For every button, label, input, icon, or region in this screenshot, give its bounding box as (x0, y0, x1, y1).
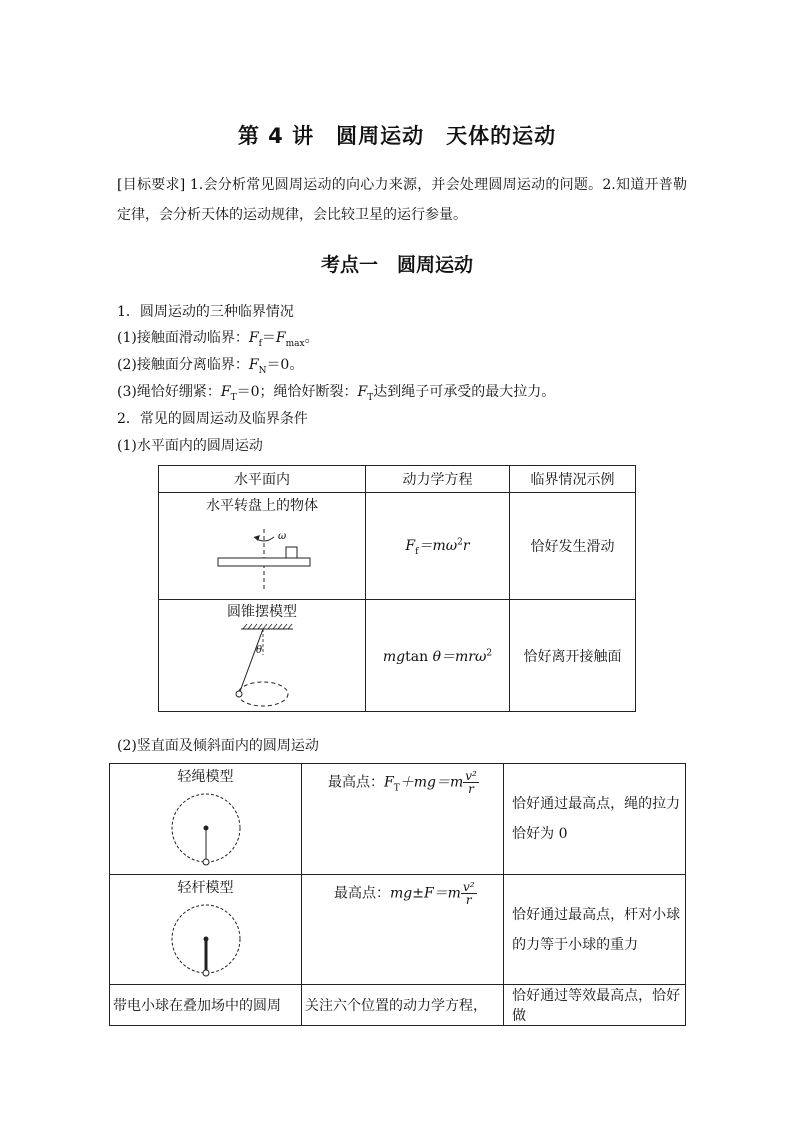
table-cell (159, 493, 366, 600)
fraction-denominator: r (468, 782, 474, 796)
formula-symbol: F (384, 774, 394, 791)
formula-rest: ＝mrω (441, 648, 487, 665)
list-item-text: (1)接触面滑动临界： (117, 330, 249, 346)
formula-symbol: F (220, 384, 231, 400)
ceiling-hatch (243, 624, 292, 629)
formula-prefix: 最高点： (334, 885, 390, 902)
table-row (110, 875, 686, 985)
list-item-text: ＝0；绳恰好断裂： (236, 384, 358, 400)
row-label: 轻绳模型 (177, 769, 234, 785)
fraction-numerator: v² (465, 769, 477, 783)
list-item: (1)水平面内的圆周运动 (117, 438, 263, 454)
fraction (463, 770, 479, 795)
list-item-text: 达到绳子可承受的最大拉力。 (373, 384, 556, 400)
table-cell: 带电小球在叠加场中的圆周 (110, 985, 302, 1026)
formula-subscript: T (230, 392, 237, 403)
formula-rest: ＋mg＝m (399, 774, 464, 791)
table-row (110, 764, 686, 875)
formula-subscript: max (285, 338, 305, 349)
table-cell: 恰好通过最高点，杆对小球的力等于小球的重力 (504, 875, 686, 985)
column-header: 水平面内 (159, 466, 366, 493)
ball (203, 970, 209, 976)
section-title: 考点一 圆周运动 (320, 254, 473, 276)
turntable-diagram (159, 515, 365, 591)
table-cell (366, 600, 510, 712)
formula-prefix: 最高点： (328, 774, 384, 791)
formula-subscript: f (415, 546, 419, 557)
formula-function: tan (405, 648, 433, 665)
formula-symbol: F (357, 384, 368, 400)
formula-rest: mg±F＝m (390, 885, 461, 902)
light-rod-diagram (110, 897, 301, 977)
formula-symbol: F (248, 357, 259, 373)
formula-superscript: 2 (457, 537, 463, 548)
formula-operator: ＝ (261, 330, 276, 346)
column-header: 临界情况示例 (510, 466, 636, 493)
table-row (110, 985, 686, 1026)
table-cell: 恰好通过等效最高点，恰好做 (504, 985, 686, 1026)
vertical-circular-motion-table (109, 763, 686, 1026)
formula-symbol: F (248, 330, 259, 346)
table-cell: 恰好离开接触面 (510, 600, 636, 712)
formula-symbol: F (275, 330, 286, 346)
light-rope-diagram (110, 786, 301, 866)
row-label: 圆锥摆模型 (227, 604, 297, 620)
formula-symbol: θ (432, 648, 441, 665)
list-item: 1．圆周运动的三种临界情况 (117, 304, 294, 320)
horizontal-circular-motion-table (158, 465, 636, 712)
table-row (159, 493, 636, 600)
column-header: 动力学方程 (366, 466, 510, 493)
pendulum-ball (236, 691, 242, 697)
formula-subscript: T (393, 783, 400, 794)
formula-superscript: 2 (486, 647, 493, 658)
list-item: 2．常见的圆周运动及临界条件 (117, 411, 308, 427)
fraction (461, 881, 477, 906)
formula-rest: ＝0。 (266, 357, 304, 373)
formula-symbol: mg (382, 648, 406, 665)
table-header-row (159, 466, 636, 493)
goal-tag: [目标要求] (117, 177, 186, 193)
formula-subscript: T (367, 392, 374, 403)
list-item-text: (3)绳恰好绷紧： (117, 384, 221, 400)
page-title: 第 4 讲 圆周运动 天体的运动 (237, 124, 557, 148)
goal-text: 1.会分析常见圆周运动的向心力来源，并会处理圆周运动的问题。2.知道开普勒定律，会分析天体的运动规律，会比较卫星的运行参量。 (117, 177, 687, 223)
table-cell (302, 764, 504, 875)
theta-symbol: θ (256, 645, 263, 656)
list-item-text: (2)接触面分离临界： (117, 357, 249, 373)
pendulum-string (239, 629, 263, 694)
row-label: 水平转盘上的物体 (206, 498, 318, 514)
table-cell (110, 764, 302, 875)
turntable-disc (218, 558, 310, 566)
list-item: (2)竖直面及倾斜面内的圆周运动 (117, 738, 319, 754)
table-cell (302, 875, 504, 985)
omega-symbol: ω (278, 531, 287, 542)
formula-subscript: f (258, 338, 262, 349)
ball (203, 859, 209, 865)
conical-pendulum-diagram (159, 621, 365, 707)
table-cell (366, 493, 510, 600)
table-row (159, 600, 636, 712)
formula-rest: ＝mω (418, 538, 458, 555)
table-cell: 关注六个位置的动力学方程， (302, 985, 504, 1026)
circular-path (238, 682, 288, 706)
punctuation: 。 (304, 330, 319, 346)
table-cell: 恰好通过最高点，绳的拉力恰好为 0 (504, 764, 686, 875)
fraction-denominator: r (465, 893, 472, 907)
formula-symbol: r (462, 538, 470, 555)
block-on-turntable (286, 547, 297, 558)
formula-symbol: F (405, 538, 416, 555)
fraction-numerator: v² (462, 880, 475, 894)
row-label: 轻杆模型 (177, 880, 234, 896)
table-cell (159, 600, 366, 712)
formula-subscript: N (258, 365, 267, 376)
table-cell (110, 875, 302, 985)
table-cell: 恰好发生滑动 (510, 493, 636, 600)
learning-goals (117, 170, 687, 230)
